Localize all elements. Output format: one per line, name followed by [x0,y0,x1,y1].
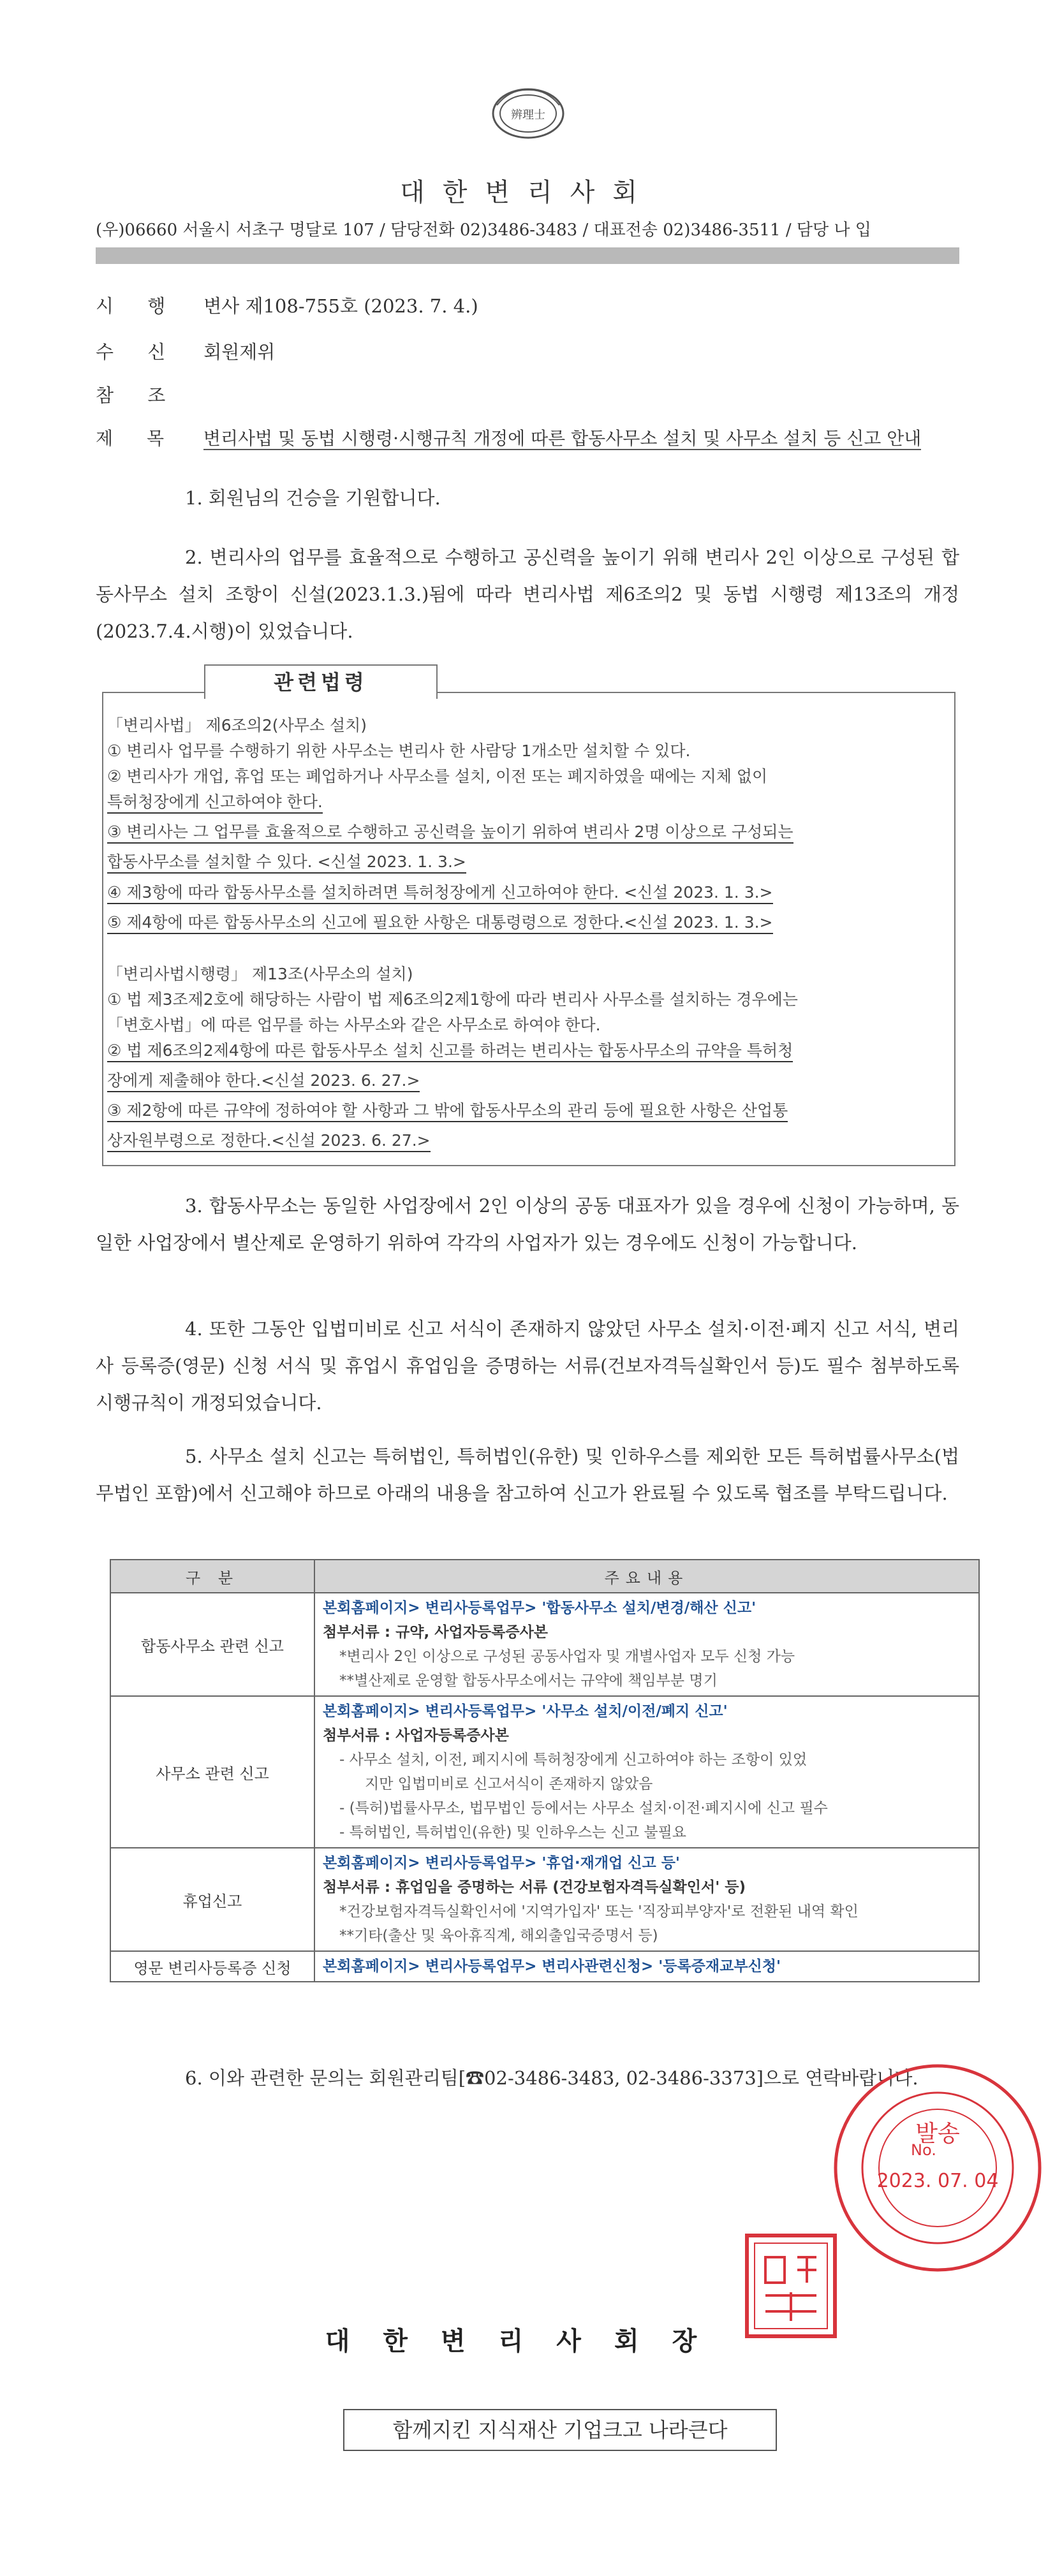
row-content [314,1593,979,1696]
row-content [314,1951,979,1982]
association-logo [491,86,566,141]
law-line: ③ 변리사는 그 업무를 효율적으로 수행하고 공신력을 높이기 위하여 변리사 2명 이상으로 구성되는 [107,819,793,844]
doc-number-row [96,292,478,318]
law-line: 특허청장에게 신고하여야 한다. [107,789,323,814]
org-name: 대한변리사회 [400,178,655,207]
row-line: 본회홈페이지> 변리사등록업무> '사무소 설치/이전/폐지 신고' [323,1703,728,1720]
law-line: 「변리사법」 제6조의2(사무소 설치) [107,716,367,735]
slogan-box: 함께지킨 지식재산 기업크고 나라큰다 [343,2409,777,2451]
stamp-date: 2023. 07. 04 [876,2170,999,2192]
law-line: 「변호사법」에 따른 업무를 하는 사무소와 같은 사무소로 하여야 한다. [107,1016,601,1034]
row-line: 지만 입법미비로 신고서식이 존재하지 않았음 [365,1776,653,1792]
header-divider [96,247,959,264]
row-line: - (특허)법률사무소, 법무법인 등에서는 사무소 설치·이전·폐지시에 신고 필수 [339,1800,828,1817]
law-line: ⑤ 제4항에 따른 합동사무소의 신고에 필요한 사항은 대통령령으로 정한다.<신설 2023. 1. 3.> [107,910,773,934]
row-line: 첨부서류 : 사업자등록증사본 [323,1727,509,1744]
law-line: 「변리사법시행령」 제13조(사무소의 설치) [107,965,413,983]
law-line: 합동사무소를 설치할 수 있다. <신설 2023. 1. 3.> [107,849,466,874]
row-category: 영문 변리사등록증 신청 [110,1951,314,1982]
reference-label: 참 조 [96,384,180,406]
doc-value: 변사 제108-755호 (2023. 7. 4.) [203,295,478,317]
related-laws-title: 관련법령 [204,664,438,699]
table-row [110,1848,979,1951]
law-line: 장에게 제출해야 한다.<신설 2023. 6. 27.> [107,1068,420,1092]
row-line: **별산제로 운영할 합동사무소에서는 규약에 책임부분 명기 [339,1672,718,1689]
doc-label: 시 행 [96,295,180,317]
paragraph-5: 5. 사무소 설치 신고는 특허법인, 특허법인(유한) 및 인하우스를 제외한 모든 특허법률사무소(법무법인 포함)에서 신고해야 하므로 아래의 내용을 참고하여 신고가 완료될 수 있도록 협조를 부탁드립니다. [96,1445,959,1504]
law-line: ② 법 제6조의2제4항에 따른 합동사무소 설치 신고를 하려는 변리사는 합동사무소의 규약을 특허청 [107,1038,793,1062]
table-header-row [110,1560,979,1593]
law-line: ① 변리사 업무를 수행하기 위한 사무소는 변리사 한 사람당 1개소만 설치할 수 있다. [107,742,691,760]
row-line: 첨부서류 : 휴업임을 증명하는 서류 (건강보험자격득실확인서' 등) [323,1879,746,1896]
row-line: 첨부서류 : 규약, 사업자등록증사본 [323,1624,549,1641]
table-row [110,1951,979,1982]
row-line: 본회홈페이지> 변리사등록업무> '휴업·재개업 신고 등' [323,1855,680,1871]
row-content [314,1848,979,1951]
row-line: 본회홈페이지> 변리사등록업무> 변리사관련신청> '등록증재교부신청' [323,1958,781,1975]
dispatch-stamp [829,2060,1046,2276]
paragraph-1: 1. 회원님의 건승을 기원합니다. [185,487,441,509]
row-line: *변리사 2인 이상으로 구성된 공동사업자 및 개별사업자 모두 신청 가능 [339,1648,795,1665]
row-category: 합동사무소 관련 신고 [110,1593,314,1696]
recipient-value: 회원제위 [203,341,276,363]
row-line: **기타(출산 및 육아휴직계, 해외출입국증명서 등) [339,1928,658,1944]
row-category: 휴업신고 [110,1848,314,1951]
address-line: (우)06660 서울시 서초구 명달로 107 / 담당전화 02)3486-3483 / 대표전송 02)3486-3511 / 담당 나 입 [96,221,871,240]
paragraph-6: 6. 이와 관련한 문의는 회원관리팀[☎02-3486-3483, 02-3486-3373]으로 연락바랍니다. [185,2067,919,2089]
row-line: *건강보험자격득실확인서에 '지역가입자' 또는 '직장피부양자'로 전환된 내역 확인 [339,1903,859,1920]
subject-label: 제 목 [96,428,178,449]
reference-row [96,381,198,407]
subject-row [96,425,921,450]
row-content [314,1696,979,1848]
org-signature: 대한변리사회장 [325,2326,730,2356]
law-line: ② 변리사가 개업, 휴업 또는 폐업하거나 사무소를 설치, 이전 또는 폐지하였을 때에는 지체 없이 [107,767,768,786]
table-row [110,1593,979,1696]
law-line: ③ 제2항에 따른 규약에 정하여야 할 사항과 그 밖에 합동사무소의 관리 등에 필요한 사항은 산업통 [107,1098,788,1122]
stamp-label: 발송 [915,2121,960,2147]
row-line: - 사무소 설치, 이전, 폐지시에 특허청장에게 신고하여야 하는 조항이 있었 [339,1752,808,1768]
table-row [110,1696,979,1848]
recipient-row [96,338,275,364]
paragraph-2: 2. 변리사의 업무를 효율적으로 수행하고 공신력을 높이기 위해 변리사 2인 이상으로 구성된 합동사무소 설치 조항이 신설(2023.1.3.)됨에 따라 변리사법 제6조의2 및 동법 시행령 제13조의 개정(2023.7.4.시행)이 있었습니다. [96,546,959,642]
stamp-no: No. [911,2141,936,2159]
row-category: 사무소 관련 신고 [110,1696,314,1848]
recipient-label: 수 신 [96,341,180,363]
table-header: 주요내용 [314,1560,979,1593]
law-line: ④ 제3항에 따라 합동사무소를 설치하려면 특허청장에게 신고하여야 한다. <신설 2023. 1. 3.> [107,880,773,904]
law-line: 상자원부령으로 정한다.<신설 2023. 6. 27.> [107,1128,431,1152]
paragraph-4: 4. 또한 그동안 입법미비로 신고 서식이 존재하지 않았던 사무소 설치·이전·폐지 신고 서식, 변리사 등록증(영문) 신청 서식 및 휴업시 휴업임을 증명하는 서류(건보자격득실확인서 등)도 필수 첨부하도록 시행규칙이 개정되었습니다. [96,1318,959,1414]
filing-guide-table [110,1559,980,1982]
law-line: ① 법 제3조제2호에 해당하는 사람이 법 제6조의2제1항에 따라 변리사 사무소를 설치하는 경우에는 [107,990,798,1009]
paragraph-3: 3. 합동사무소는 동일한 사업장에서 2인 이상의 공동 대표자가 있을 경우에 신청이 가능하며, 동일한 사업장에서 별산제로 운영하기 위하여 각각의 사업자가 있는 경우에도 신청이 가능합니다. [96,1195,959,1254]
logo-text: 辨理士 [511,108,545,122]
row-line: 본회홈페이지> 변리사등록업무> '합동사무소 설치/변경/해산 신고' [323,1600,756,1616]
row-line: - 특허법인, 특허법인(유한) 및 인하우스는 신고 불필요 [339,1824,687,1841]
subject-value: 변리사법 및 동법 시행령·시행규칙 개정에 따른 합동사무소 설치 및 사무소 설치 등 신고 안내 [203,428,922,449]
table-header: 구 분 [110,1560,314,1593]
